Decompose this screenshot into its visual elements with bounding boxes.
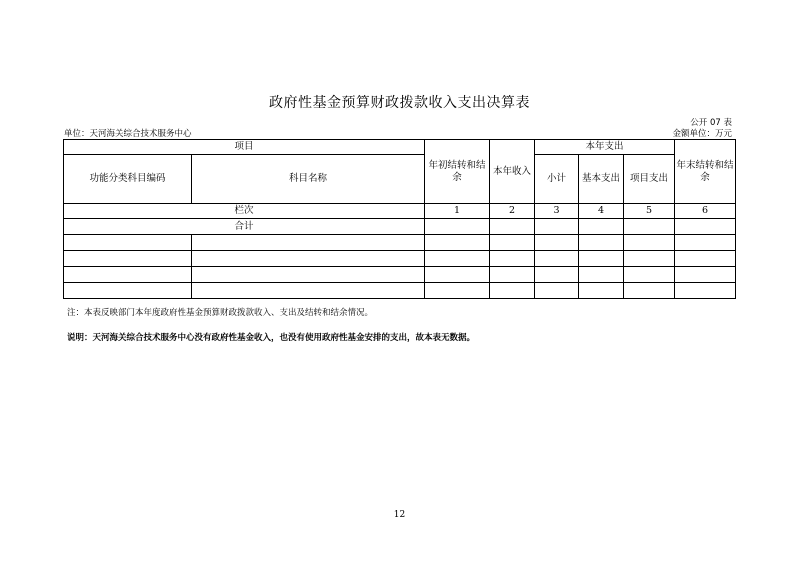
table-cell [579, 219, 624, 235]
table-cell [425, 219, 490, 235]
col-number: 5 [624, 204, 675, 219]
table-row [64, 283, 736, 299]
total-row [64, 219, 736, 235]
table-cell [579, 251, 624, 267]
table-cell [425, 267, 490, 283]
table-cell [624, 235, 675, 251]
header-end-balance: 年末结转和结余 [675, 140, 736, 204]
table-cell [675, 235, 736, 251]
table-cell [624, 219, 675, 235]
col-number: 1 [425, 204, 490, 219]
header-basic-expense: 基本支出 [579, 155, 624, 204]
table-cell [535, 267, 579, 283]
explanation: 说明：天河海关综合技术服务中心没有政府性基金收入，也没有使用政府性基金安排的支出，故本表无数据。 [67, 333, 476, 343]
table-cell [425, 251, 490, 267]
table-cell [490, 267, 535, 283]
header-begin-balance: 年初结转和结余 [425, 140, 490, 204]
table-cell [624, 267, 675, 283]
table-cell [675, 267, 736, 283]
table-cell [535, 283, 579, 299]
header-item: 项目 [64, 140, 425, 155]
table-cell [624, 283, 675, 299]
row-label: 栏次 [64, 204, 425, 219]
table-cell [192, 267, 425, 283]
table-cell [675, 251, 736, 267]
table-row [64, 251, 736, 267]
header-expense-group: 本年支出 [535, 140, 675, 155]
table-cell [675, 219, 736, 235]
table-cell [535, 251, 579, 267]
table-row [64, 267, 736, 283]
table-cell [192, 283, 425, 299]
table-cell [579, 235, 624, 251]
table-cell [425, 235, 490, 251]
table-cell [490, 219, 535, 235]
table-cell [192, 251, 425, 267]
col-number: 2 [490, 204, 535, 219]
page-number: 12 [393, 510, 406, 520]
table-cell [490, 283, 535, 299]
column-number-row [64, 204, 736, 219]
col-number: 4 [579, 204, 624, 219]
header-row-2 [64, 155, 736, 204]
table-cell [64, 267, 192, 283]
table-cell [64, 251, 192, 267]
header-func-code: 功能分类科目编码 [64, 155, 192, 204]
table-cell [64, 283, 192, 299]
report-table [63, 139, 736, 299]
header-row-1 [64, 140, 736, 155]
form-number: 公开 07 表 [690, 118, 732, 128]
table-cell [64, 235, 192, 251]
header-project-expense: 项目支出 [624, 155, 675, 204]
header-subject-name: 科目名称 [192, 155, 425, 204]
table-note: 注：本表反映部门本年度政府性基金预算财政拨款收入、支出及结转和结余情况。 [67, 308, 374, 318]
table-cell [490, 235, 535, 251]
table-cell [535, 235, 579, 251]
table-row [64, 235, 736, 251]
total-label: 合计 [64, 219, 425, 235]
table-cell [675, 283, 736, 299]
header-income: 本年收入 [490, 140, 535, 204]
header-subtotal: 小计 [535, 155, 579, 204]
table-cell [490, 251, 535, 267]
table-cell [579, 283, 624, 299]
table-cell [579, 267, 624, 283]
table-cell [425, 283, 490, 299]
table-cell [535, 219, 579, 235]
table-cell [624, 251, 675, 267]
col-number: 3 [535, 204, 579, 219]
reporting-unit: 单位：天河海关综合技术服务中心 [64, 129, 192, 139]
col-number: 6 [675, 204, 736, 219]
amount-unit: 金额单位：万元 [672, 129, 732, 139]
table-cell [192, 235, 425, 251]
report-title: 政府性基金预算财政拨款收入支出决算表 [269, 95, 530, 111]
